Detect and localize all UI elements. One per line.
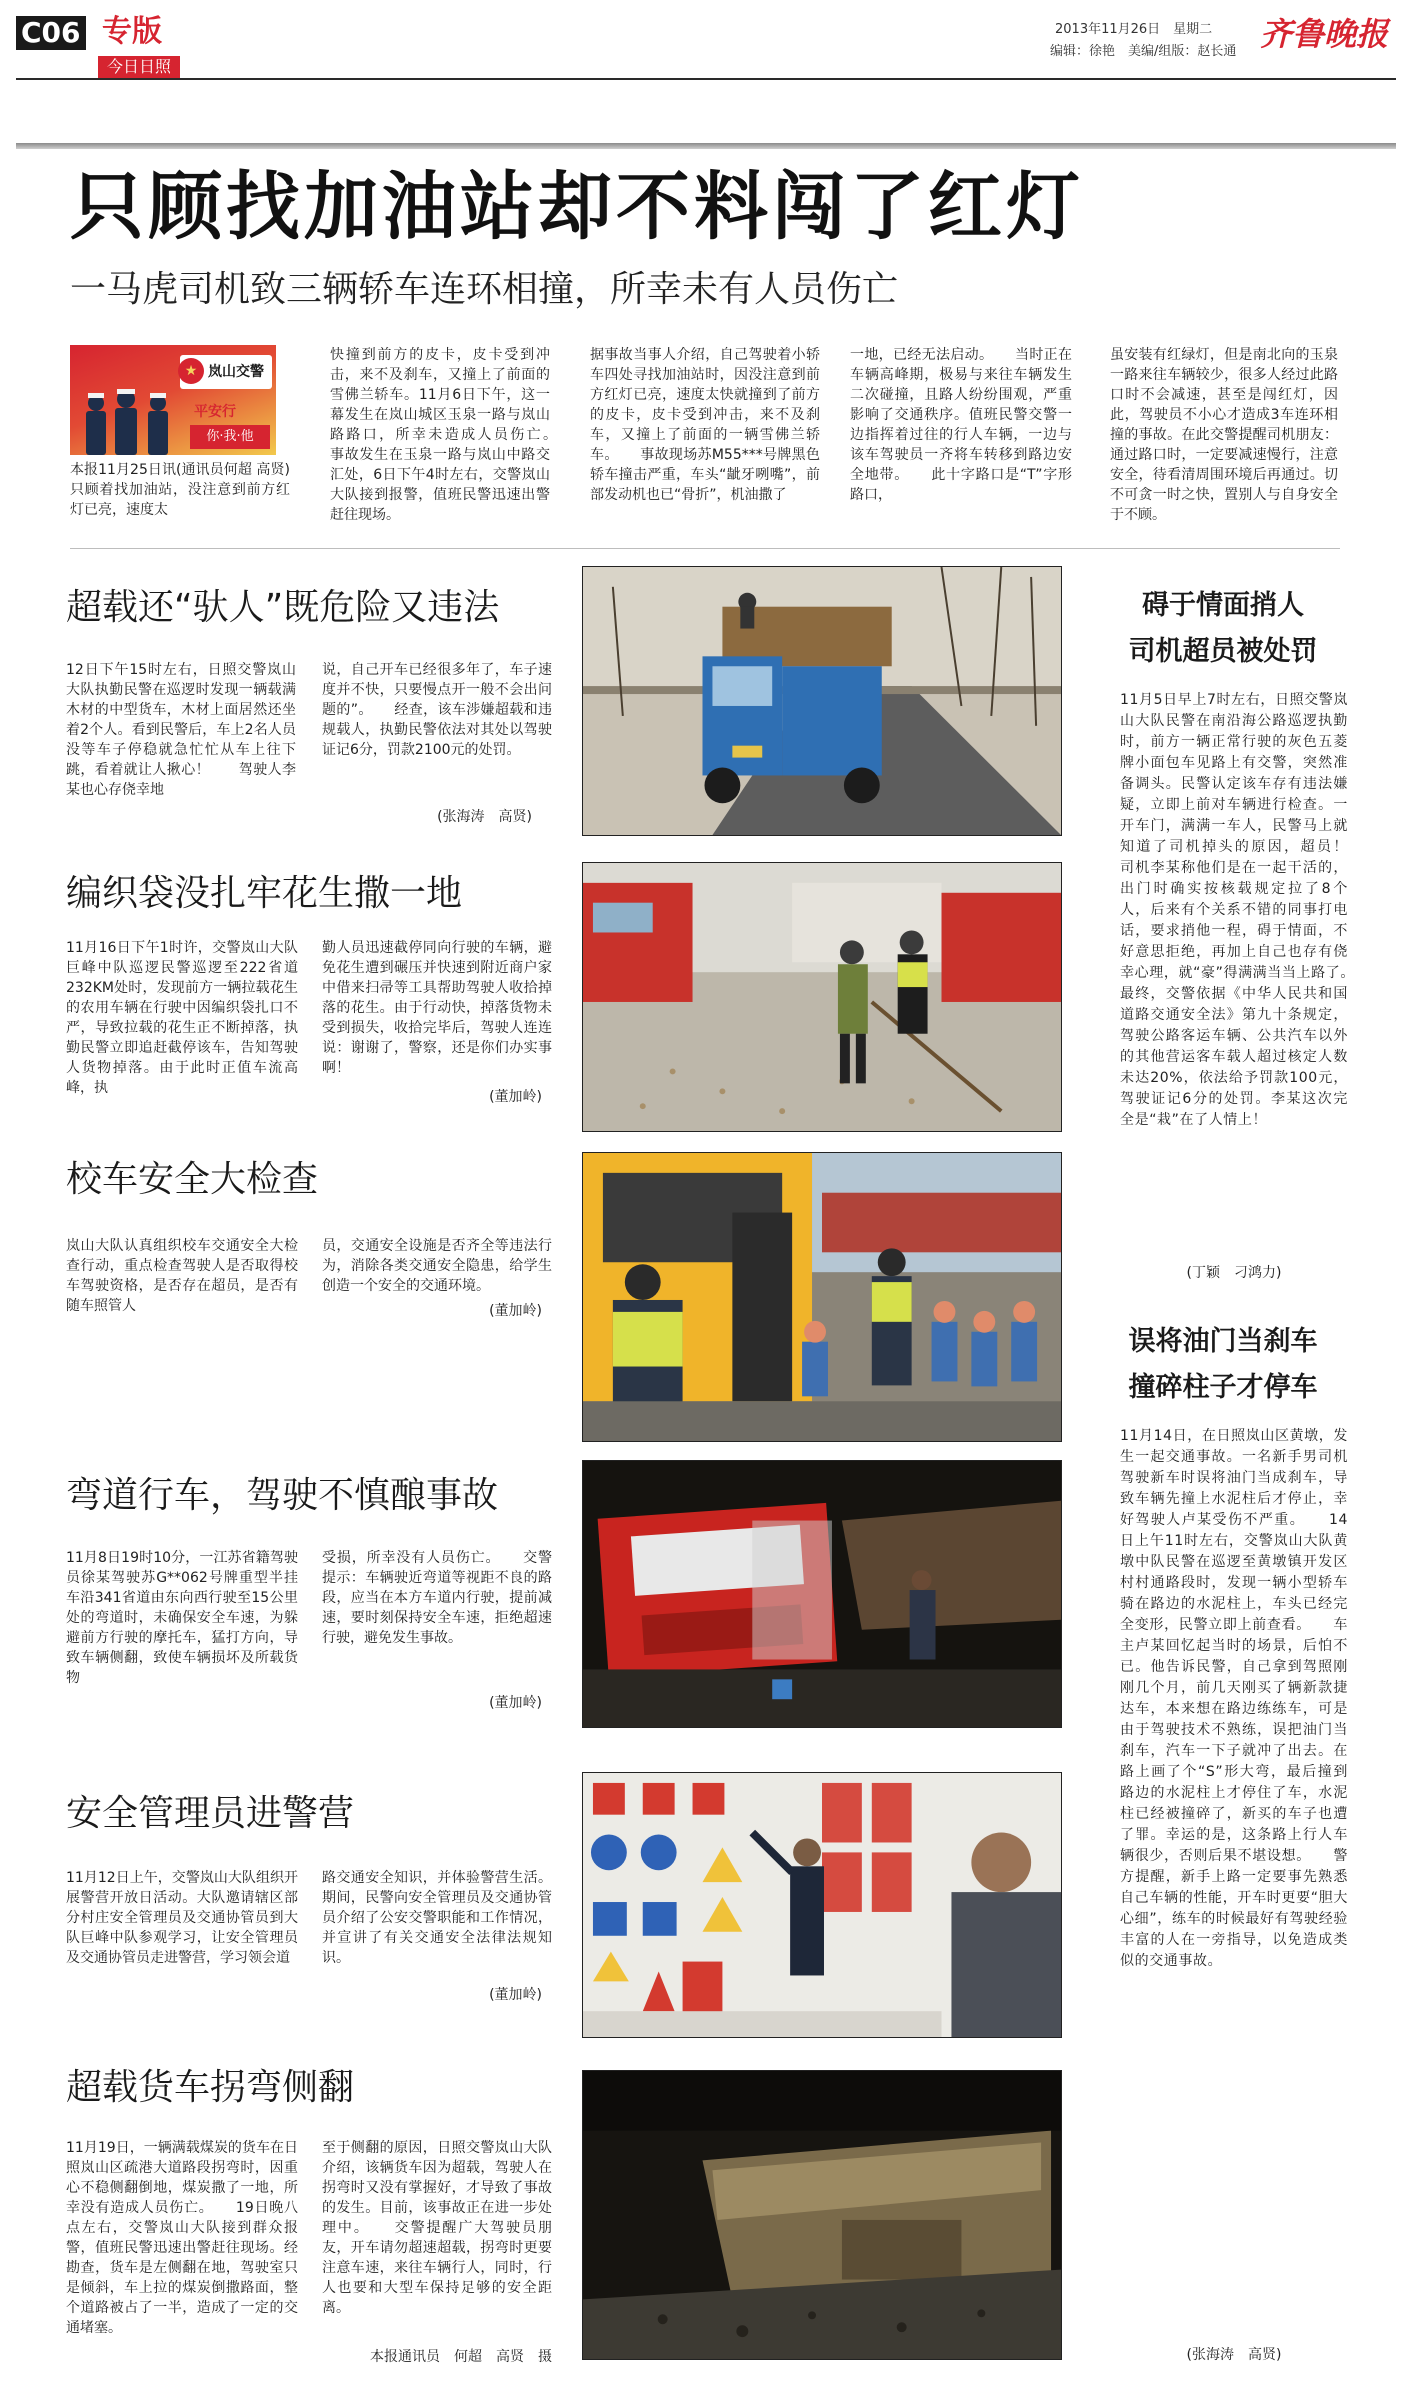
sidebar-2-text: 11月14日，在日照岚山区黄墩，发生一起交通事故。一名新手男司机驾驶新车时误将油门当成刹车，导致车辆先撞上水泥柱后才停止，幸好驾驶人卢某受伤不严重。 14日上午11时左右，交警岚山大队黄墩中队民警在巡逻至黄墩镇开发区村村通路段时，发现一辆小型轿车骑在路边的水泥柱上，车头已经完全变形，民警立即上前查看。 车主卢某回忆起当时的场景，后怕不已。他告诉民警，自己拿到驾照刚刚几个月，前几天刚买了辆新款捷达车，本来想在路边练练车，可是由于驾驶技术不熟练，误把油门当刹车，汽车一下子就冲了出去。在路上画了个“S”形大弯，最后撞到路边的水泥柱上才停住了车，水泥柱已经被撞碎了，新买的车子也遭了罪。幸运的是，这条路上行人车辆很少，否则后果不堪设想。 警方提醒，新手上路一定要事先熟悉自己车辆的性能，开车时更要“胆大心细”，练车的时候最好有驾驶经验丰富的人在一旁指导，以免造成类似的交通事故。 bbox=[1120, 1428, 1348, 1969]
sidebar-1-title-1: 碍于情面捎人 bbox=[1142, 590, 1304, 621]
story-2-col-2: 勤人员迅速截停同向行驶的车辆，避免花生遭到碾压并快速到附近商户家中借来扫帚等工具帮助驾驶人收拾掉落的花生。由于行动快，掉落货物未受到损失，收拾完毕后，驾驶人连连说：谢谢了，警察，还是你们办实事啊！ bbox=[322, 940, 552, 1076]
lead-col-3: 据事故当事人介绍，自己驾驶着小轿车四处寻找加油站时，因没注意到前方红灯已亮，速度太快就撞到了前方的皮卡，皮卡受到冲击，来不及刹车，又撞上了前面的一辆雪佛兰轿车。 事故现场苏M55***号牌黑色轿车撞击严重，车头“龇牙咧嘴”，前部发动机也已“骨折”，机油撒了 bbox=[590, 347, 820, 503]
subsection-label: 今日日照 bbox=[98, 56, 180, 78]
logo-name: 岚山交警 bbox=[208, 364, 264, 380]
story-2-byline: (董加岭) bbox=[489, 1089, 542, 1105]
logo-slogan-2: 你·我·他 bbox=[190, 425, 270, 449]
story-3-col-1: 岚山大队认真组织校车交通安全大检查行动，重点检查驾驶人是否取得校车驾驶资格，是否存在超员，是否有随车照管人 bbox=[66, 1238, 298, 1314]
lead-col-4: 一地，已经无法启动。 当时正在车辆高峰期，极易与来往车辆发生二次碰撞，且路人纷纷围观，严重影响了交通秩序。值班民警交警一边指挥着过往的行人车辆，一边与该车驾驶员一齐将车转移到路边安全地带。 此十字路口是“T”字形路口， bbox=[850, 347, 1072, 503]
lead-col-2: 快撞到前方的皮卡，皮卡受到冲击，来不及刹车，又撞上了前面的雪佛兰轿车。11月6日下午，这一幕发生在岚山城区玉泉一路与岚山路路口，所幸未造成人员伤亡。 事故发生在玉泉一路与岚山中路交汇处，6日下午4时左右，交警岚山大队接到报警，值班民警迅速出警赶往现场。 bbox=[330, 347, 578, 523]
story-4-byline: (董加岭) bbox=[489, 1695, 542, 1711]
story-5-byline: (董加岭) bbox=[489, 1987, 542, 2003]
sidebar-2-title-2: 撞碎柱子才停车 bbox=[1128, 1372, 1318, 1403]
story-1-title: 超载还“驮人”既危险又违法 bbox=[66, 587, 500, 628]
issue-date: 2013年11月26日 星期二 bbox=[1055, 22, 1213, 37]
photo-police-camp-visit bbox=[582, 1772, 1062, 2038]
police-figures-image bbox=[74, 373, 184, 455]
photo-school-bus-check bbox=[582, 1152, 1062, 1442]
masthead-logo: 齐鲁晚报 bbox=[1260, 15, 1389, 53]
header-divider bbox=[16, 78, 1396, 80]
story-4-col-2: 受损，所幸没有人员伤亡。 交警提示：车辆驶近弯道等视距不良的路段，应当在本方车道内行驶，提前减速，要时刻保持安全车速，拒绝超速行驶，避免发生事故。 bbox=[322, 1550, 552, 1646]
story-3-byline: (董加岭) bbox=[489, 1303, 542, 1319]
story-6-byline: 本报通讯员 何超 高贤 摄 bbox=[370, 2349, 552, 2365]
story-5-title: 安全管理员进警营 bbox=[66, 1793, 355, 1834]
top-rule bbox=[16, 143, 1396, 149]
story-5-col-1: 11月12日上午，交警岚山大队组织开展警营开放日活动。大队邀请辖区部分村庄安全管理员及交通协管员到大队巨峰中队参观学习，让安全管理员及交通协管员走进警营，学习领会道 bbox=[66, 1870, 298, 1966]
photo-peanut-cleanup bbox=[582, 862, 1062, 1132]
story-3-col-2: 员，交通安全设施是否齐全等违法行为，消除各类交通安全隐患，给学生创造一个安全的交通环境。 bbox=[322, 1238, 552, 1294]
column-logo bbox=[70, 345, 276, 455]
lead-headline: 只顾找加油站却不料闯了红灯 bbox=[70, 164, 1084, 250]
story-6-col-1: 11月19日，一辆满载煤炭的货车在日照岚山区疏港大道路段拐弯时，因重心不稳侧翻倒地，煤炭撒了一地，所幸没有造成人员伤亡。 19日晚八点左右，交警岚山大队接到群众报警，值班民警迅速出警赶往现场。经勘查，货车是左侧翻在地，驾驶室只是倾斜，车上拉的煤炭倒撒路面，整个道路被占了一半，造成了一定的交通堵塞。 bbox=[66, 2140, 298, 2336]
page-number: C06 bbox=[16, 16, 86, 50]
story-3-title: 校车安全大检查 bbox=[66, 1159, 319, 1200]
lead-col-1: 本报11月25日讯(通讯员何超 高贤) 只顾着找加油站，没注意到前方红灯已亮，速度太 bbox=[70, 462, 290, 518]
photo-overloaded-truck bbox=[582, 566, 1062, 836]
lead-col-5: 虽安装有红绿灯，但是南北向的玉泉一路来往车辆较少，很多人经过此路口时不会减速，甚至是闯红灯，因此，驾驶员不小心才造成3车连环相撞的事故。在此交警提醒司机朋友：通过路口时，一定要减速慢行，注意安全，待看清周围环境后再通过。切不可贪一时之快，置别人与自身安全于不顾。 bbox=[1110, 347, 1338, 523]
story-6-title: 超载货车拐弯侧翻 bbox=[66, 2067, 355, 2108]
story-2-title: 编织袋没扎牢花生撒一地 bbox=[66, 873, 463, 914]
story-1-col-1: 12日下午15时左右，日照交警岚山大队执勤民警在巡逻时发现一辆载满木材的中型货车，木材上面居然还坐着2个人。看到民警后，车上2名人员没等车子停稳就急忙忙从车上往下跳，看着就让人揪心！ 驾驶人李某也心存侥幸地 bbox=[66, 662, 296, 798]
section-title: 专版 bbox=[102, 14, 162, 49]
story-4-col-1: 11月8日19时10分，一江苏省籍驾驶员徐某驾驶苏G**062号牌重型半挂车沿341省道由东向西行驶至15公里处的弯道时，未确保安全车速，为躲避前方行驶的摩托车，猛打方向，导致车辆侧翻，致使车辆损坏及所载货物 bbox=[66, 1550, 298, 1686]
lead-subheadline: 一马虎司机致三辆轿车连环相撞，所幸未有人员伤亡 bbox=[70, 269, 899, 310]
sidebar-1-byline: (丁颖 刁鸿力) bbox=[1186, 1265, 1282, 1281]
sidebar-1-text: 11月5日早上7时左右，日照交警岚山大队民警在南沿海公路巡逻执勤时，前方一辆正常行驶的灰色五菱牌小面包车见路上有交警，突然准备调头。民警认定该车存有违法嫌疑，立即上前对车辆进行检查。一开车门，满满一车人，民警马上就知道了司机掉头的原因，超员！ 司机李某称他们是在一起干活的，出门时确实按核载规定拉了8个人，后来有个关系不错的同事打电话，要求捎他一程，碍于情面，不好意思拒绝，再加上自己也存有侥幸心理，就“豪”得满满当当上路了。 最终，交警依据《中华人民共和国道路交通安全法》第九十条规定，驾驶公路客运车辆、公共汽车以外的其他营运客车载人超过核定人数未达20%，依法给予罚款100元，驾驶证记6分的处罚。李某这次完全是“栽”在了人情上！ bbox=[1120, 692, 1378, 1128]
photo-coal-truck-rollover bbox=[582, 2070, 1062, 2360]
story-5-col-2: 路交通安全知识，并体验警营生活。期间，民警向安全管理员及交通协管员介绍了公安交警职能和工作情况，并宣讲了有关交通安全法律法规知识。 bbox=[322, 1870, 552, 1966]
sidebar-1-title-2: 司机超员被处罚 bbox=[1128, 636, 1318, 667]
sidebar-2-byline: (张海涛 高贤) bbox=[1186, 2347, 1282, 2363]
sidebar-2-title-1: 误将油门当刹车 bbox=[1128, 1326, 1318, 1357]
story-4-title: 弯道行车，驾驶不慎酿事故 bbox=[66, 1475, 499, 1516]
police-emblem-icon: ★ bbox=[178, 358, 204, 384]
story-1-col-2: 说，自己开车已经很多年了，车子速度并不快，只要慢点开一般不会出问题的”。 经查，该车涉嫌超载和违规载人，执勤民警依法对其处以驾驶证记6分，罚款2100元的处罚。 bbox=[322, 662, 552, 758]
photo-overturned-truck bbox=[582, 1460, 1062, 1728]
editors-line: 编辑：徐艳 美编/组版：赵长通 bbox=[1050, 44, 1237, 59]
story-2-col-1: 11月16日下午1时许，交警岚山大队巨峰中队巡逻民警巡逻至222省道232KM处时，发现前方一辆拉载花生的农用车辆在行驶中因编织袋扎口不严，导致拉载的花生正不断掉落，执勤民警立即追赶截停该车，告知驾驶人货物掉落。由于此时正值车流高峰，执 bbox=[66, 940, 298, 1096]
story-6-col-2: 至于侧翻的原因，日照交警岚山大队介绍，该辆货车因为超载，驾驶人在拐弯时又没有掌握好，才导致了事故的发生。目前，该事故正在进一步处理中。 交警提醒广大驾驶员朋友，开车请勿超速超载，拐弯时更要注意车速，来往车辆行人，同时，行人也要和大型车保持足够的安全距离。 bbox=[322, 2140, 552, 2316]
story-1-byline: (张海涛 高贤) bbox=[437, 809, 532, 825]
logo-slogan-1: 平安行 bbox=[194, 404, 236, 420]
lead-divider bbox=[70, 548, 1340, 549]
